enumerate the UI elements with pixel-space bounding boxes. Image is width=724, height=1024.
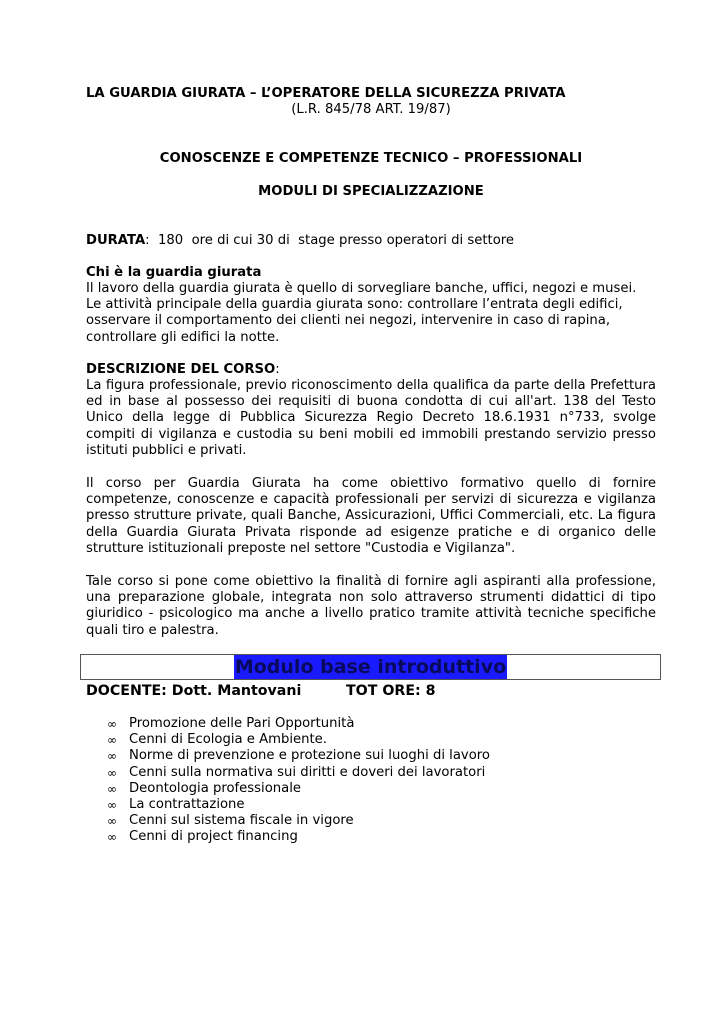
descrizione-heading: DESCRIZIONE DEL CORSO bbox=[86, 362, 276, 377]
list-item: ∞ Promozione delle Pari Opportunità bbox=[107, 716, 355, 731]
document-title bbox=[86, 86, 656, 102]
list-item: ∞ Cenni di project financing bbox=[107, 829, 298, 845]
descrizione-paragraph-3: Tale corso si pone come obiettivo la finalità di fornire agli aspiranti alla professione, una preparazione globale, integrata non solo attraverso strumenti didattici di tipo giuridico - psicologico ma anche a livello pratico tramite attività tecniche specifiche quali tiro e palestra. bbox=[86, 574, 656, 638]
infinity-bullet-icon: ∞ bbox=[107, 733, 117, 748]
chi-text bbox=[86, 281, 656, 346]
descrizione-paragraph-2: Il corso per Guardia Giurata ha come obiettivo formativo quello di fornire competenze, conoscenze e capacità professionali per servizi di sicurezza e vigilanza presso strutture private, quali Banche, Assicurazioni, Uffici Commerciali, etc. La figura della Guardia Giurata Privata risponde ad esigenze pratiche e di organico delle strutture istituzionali preposte nel settore "Custodia e Vigilanza". bbox=[86, 476, 656, 556]
descrizione-sep: : bbox=[275, 362, 280, 377]
infinity-bullet-icon: ∞ bbox=[107, 814, 117, 829]
list-item: ∞ Cenni sul sistema fiscale in vigore bbox=[107, 813, 354, 829]
list-item: ∞ Deontologia professionale bbox=[107, 780, 301, 796]
descrizione-paragraph-1: La figura professionale, previo riconoscimento della qualifica da parte della Prefettura ed in base al possesso dei requisiti di buona condotta di cui all'art. 138 del Testo Unico della legge di Pubblica Sicurezza Regio Decreto 18.6.1931 n°733, svolge compiti di vigilanza e custodia su beni mobili ed immobili prestando servizio presso istituti pubblici e privati. bbox=[86, 378, 656, 458]
infinity-bullet-icon: ∞ bbox=[107, 781, 117, 796]
law-reference: (L.R. 845/78 ART. 19/87) bbox=[291, 102, 451, 117]
subsection-title: MODULI DI SPECIALIZZAZIONE bbox=[258, 184, 484, 199]
list-item: ∞ Cenni sulla normativa sui diritti e doveri dei lavoratori bbox=[107, 764, 486, 780]
docente-line bbox=[86, 683, 436, 699]
chi-line: controllare gli edifici la notte. bbox=[86, 329, 280, 345]
tot-ore: TOT ORE: 8 bbox=[346, 683, 436, 699]
section-title: CONOSCENZE E COMPETENZE TECNICO – PROFESSIONALI bbox=[159, 151, 583, 166]
durata-sep: : bbox=[145, 233, 150, 248]
infinity-bullet-icon: ∞ bbox=[107, 798, 117, 813]
durata-value: 180 ore di cui 30 di stage presso operatori di settore bbox=[149, 233, 515, 248]
durata-line bbox=[86, 233, 656, 249]
list-item: ∞ Norme di prevenzione e protezione sui luoghi di lavoro bbox=[107, 748, 490, 764]
list-item: ∞ Cenni di Ecologia e Ambiente. bbox=[107, 732, 327, 748]
infinity-bullet-icon: ∞ bbox=[107, 765, 117, 780]
title-text: LA GUARDIA GIURATA – L’OPERATORE DELLA SICUREZZA PRIVATA bbox=[86, 86, 566, 101]
module-title: Modulo base introduttivo bbox=[234, 656, 507, 678]
chi-line: Il lavoro della guardia giurata è quello di sorvegliare banche, uffici, negozi e musei. bbox=[86, 281, 637, 296]
descrizione-heading-line bbox=[86, 362, 656, 378]
chi-line: osservare il comportamento dei clienti nei negozi, intervenire in caso di rapina, bbox=[86, 313, 611, 329]
infinity-bullet-icon: ∞ bbox=[107, 749, 117, 764]
infinity-bullet-icon: ∞ bbox=[107, 830, 117, 845]
module-title-box bbox=[80, 654, 661, 680]
infinity-bullet-icon: ∞ bbox=[107, 717, 117, 731]
chi-line: Le attività principale della guardia giurata sono: controllare l’entrata degli edifici, bbox=[86, 297, 623, 313]
list-item: ∞ La contrattazione bbox=[107, 797, 245, 813]
topic-list bbox=[107, 716, 627, 846]
chi-heading: Chi è la guardia giurata bbox=[86, 265, 262, 280]
docente: DOCENTE: Dott. Mantovani bbox=[86, 683, 302, 699]
durata-label: DURATA bbox=[86, 233, 146, 248]
